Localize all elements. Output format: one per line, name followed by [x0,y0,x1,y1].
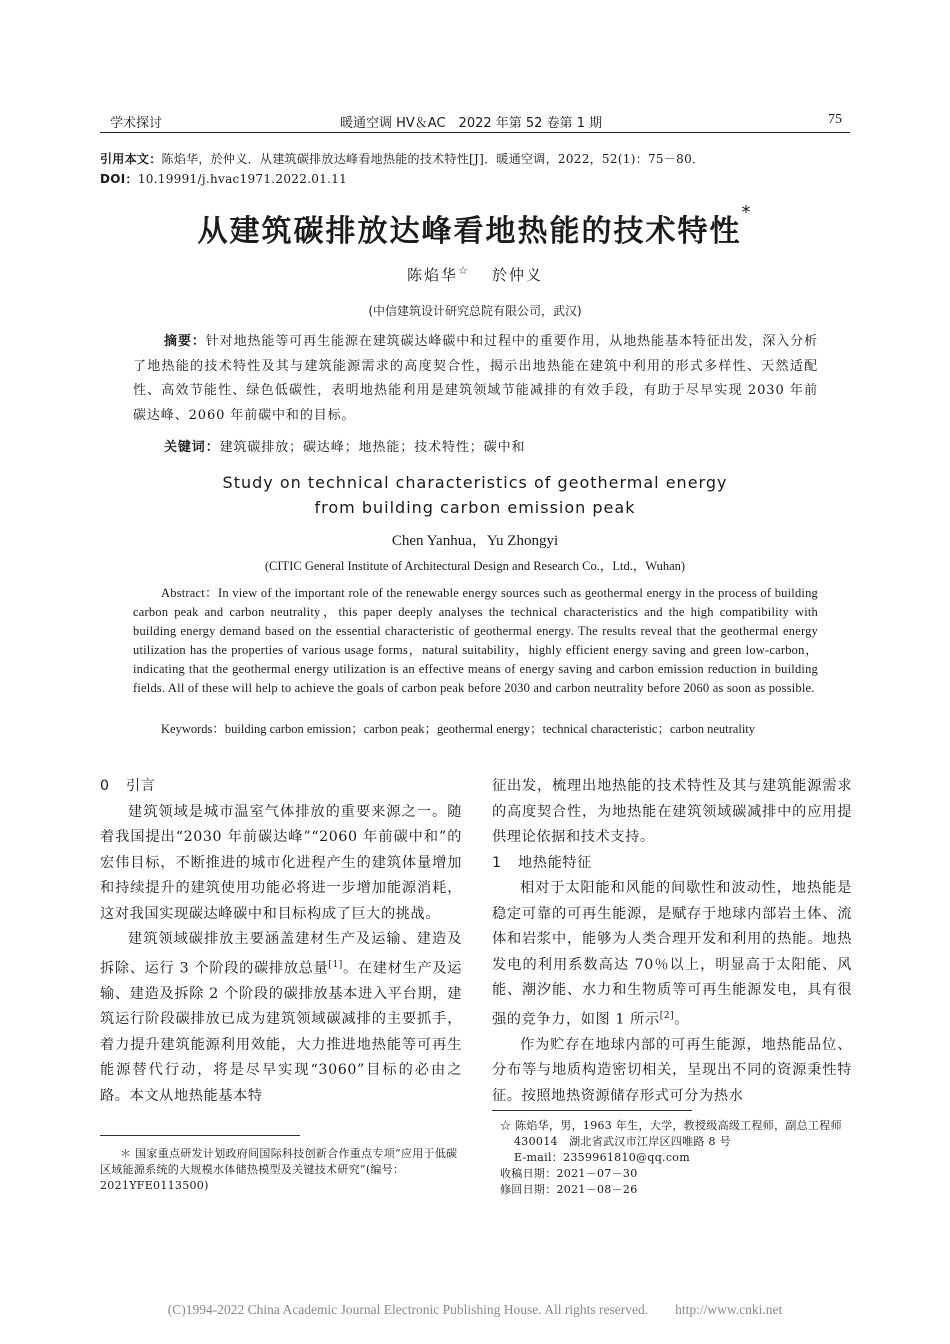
author-2: 於仲义 [491,266,543,284]
body-right-column [492,774,852,1109]
section-1-heading [492,851,852,877]
reference-1[interactable]: [1] [328,959,343,970]
keywords-en-text: building carbon emission；carbon peak；geothermal energy；technical characteristic；carbon neutrality [224,722,756,736]
section-0-number: 0 [100,778,110,794]
paper-title-cn [0,202,950,250]
citation [100,150,704,168]
section-1-paragraph-2: 作为贮存在地球内部的可再生能源，地热能品位、分布等与地质构造密切相关，呈现出不同的资源秉性特征。按照地热资源储存形式可分为热水 [492,1036,852,1104]
copyright-notice: (C)1994-2022 China Academic Journal Electronic Publishing House. All rights reserved. http://www.cnki.net [167,1302,783,1317]
revised-date: 修回日期：2021－08－26 [500,1183,638,1196]
abstract-cn-label: 摘要： [164,334,206,349]
section-0-paragraph-1: 建筑领域是城市温室气体排放的重要来源之一。随着我国提出“2030 年前碳达峰”“2060 年前碳中和”的宏伟目标，不断推进的城市化进程产生的建筑体量增加和持续提升的建筑使用功能必将进一步增加能源消耗，这对我国实现碳达峰碳中和目标构成了巨大的挑战。 [100,803,462,922]
running-header-journal: 暖通空调 HV＆AC 2022 年第 52 卷第 1 期 [340,116,603,131]
keywords-cn-text: 建筑碳排放；碳达峰；地热能；技术特性；碳中和 [219,440,526,455]
author-1-mark: ☆ [458,264,470,277]
received-date: 收稿日期：2021－07－30 [500,1167,638,1180]
section-0-title: 引言 [126,778,156,794]
section-1-paragraph-1-end: 。 [674,1011,690,1028]
abstract-en [133,584,818,698]
footnote-rule-right [492,1110,692,1111]
abstract-cn-text: 针对地热能等可再生能源在建筑碳达峰碳中和过程中的重要作用，从地热能基本特征出发，深入分析了地热能的技术特性及其与建筑能源需求的高度契合性，揭示出地热能在建筑中利用的形式多样性、天然适配性、高效节能性、绿色低碳性，表明地热能利用是建筑领域节能减排的有效手段，有助于尽早实现 2030 年前碳达峰、2060 年前碳中和的目标。 [133,334,818,423]
keywords-en [133,720,818,739]
doi-value[interactable]: 10.19991/j.hvac1971.2022.01.11 [137,172,348,186]
section-1-paragraph-1 [492,876,852,1033]
paper-title-text: 从建筑碳排放达峰看地热能的技术特性 [197,214,742,249]
keywords-en-label: Keywords： [161,722,225,736]
citation-label: 引用本文： [100,152,162,166]
section-0-paragraph-2 [100,927,462,1109]
author-email[interactable]: E-mail：2359961810@qq.com [514,1151,690,1164]
author-1: 陈焰华 [407,266,459,284]
section-1-number: 1 [492,854,502,871]
page-number: 75 [828,112,842,127]
doi-label: DOI： [100,172,138,186]
footnote-rule-left [100,1135,300,1136]
affiliation-cn: (中信建筑设计研究总院有限公司，武汉) [368,304,582,318]
title-footnote-mark: * [741,202,753,223]
title-en-line-1: Study on technical characteristics of geothermal energy [222,473,728,492]
section-1-paragraph-1-text: 相对于太阳能和风能的间歇性和波动性，地热能是稳定可靠的可再生能源，是赋存于地球内部岩土体、流体和岩浆中，能够为人类合理开发和利用的热能。地热发电的利用系数高达 70％以上，明显高于太阳能、风能、潮汐能、水力和生物质等可再生能源发电，具有很强的竞争力，如图 1 所示 [492,880,852,1028]
section-0-paragraph-2-part-b: 。在建材生产及运输、建造及拆除 2 个阶段的碳排放基本进入平台期，建筑运行阶段碳排放已成为建筑领域碳减排的主要抓手，着力提升建筑能源利用效能，大力推进地热能等可再生能源替代行动，将是尽早实现“3060”目标的必由之路。本文从地热能基本特 [100,960,462,1104]
footnote-funding: ＊ 国家重点研发计划政府间国际科技创新合作重点专项“应用于低碳区域能源系统的大规模水体储热模型及关键技术研究”(编号：2021YFE0113500) [100,1147,458,1192]
body-left-column [100,774,462,1109]
title-en-line-2: from building carbon emission peak [314,498,636,517]
abstract-en-text: In view of the important role of the renewable energy sources such as geothermal energy in the process of building carbon peak and carbon neutrality，this paper deeply analyses the technical characteristics and the high compatibility with building energy demand based on the essential characteristic of geothermal energy. The results reveal that the geothermal energy utilization has the properties of various usage forms，natural suitability，highly efficient energy saving and green low-carbon，indicating that the geothermal energy utilization is an effective means of energy saving and carbon emission reduction in building fields. All of these will help to achieve the goals of carbon peak before 2030 and carbon neutrality before 2060 as soon as possible. [133,586,818,695]
section-0-paragraph-2-part-a: 建筑领域碳排放主要涵盖建材生产及运输、建造及拆除、运行 3 个阶段的碳排放总量 [100,931,462,977]
footnote-author-info [500,1118,852,1198]
reference-2[interactable]: [2] [659,1010,675,1021]
header-rule [100,132,850,133]
section-0-paragraph-2-continued: 征出发，梳理出地热能的技术特性及其与建筑能源需求的高度契合性，为地热能在建筑领域碳减排中的应用提供理论依据和技术支持。 [492,778,852,845]
authors-cn [0,264,950,285]
affiliation-en: (CITIC General Institute of Architectural Design and Research Co.，Ltd.，Wuhan) [264,559,686,573]
section-0-heading [100,774,462,800]
author-bio: ☆ 陈焰华，男，1963 年生，大学，教授级高级工程师，副总工程师 [500,1119,842,1132]
authors-en: Chen Yanhua，Yu Zhongyi [391,533,559,549]
keywords-cn-label: 关键词： [164,440,220,455]
abstract-cn [133,330,818,428]
keywords-cn [164,436,525,455]
section-1-title: 地热能特征 [518,854,592,871]
doi [100,170,347,188]
author-address: 430014 湖北省武汉市江岸区四唯路 8 号 [514,1135,731,1148]
abstract-en-label: Abstract： [161,586,218,600]
running-header-section: 学术探讨 [110,116,163,131]
citation-text: 陈焰华，於仲义．从建筑碳排放达峰看地热能的技术特性[J]．暖通空调，2022，52(1)：75－80． [161,152,705,166]
paper-title-en [0,470,950,520]
